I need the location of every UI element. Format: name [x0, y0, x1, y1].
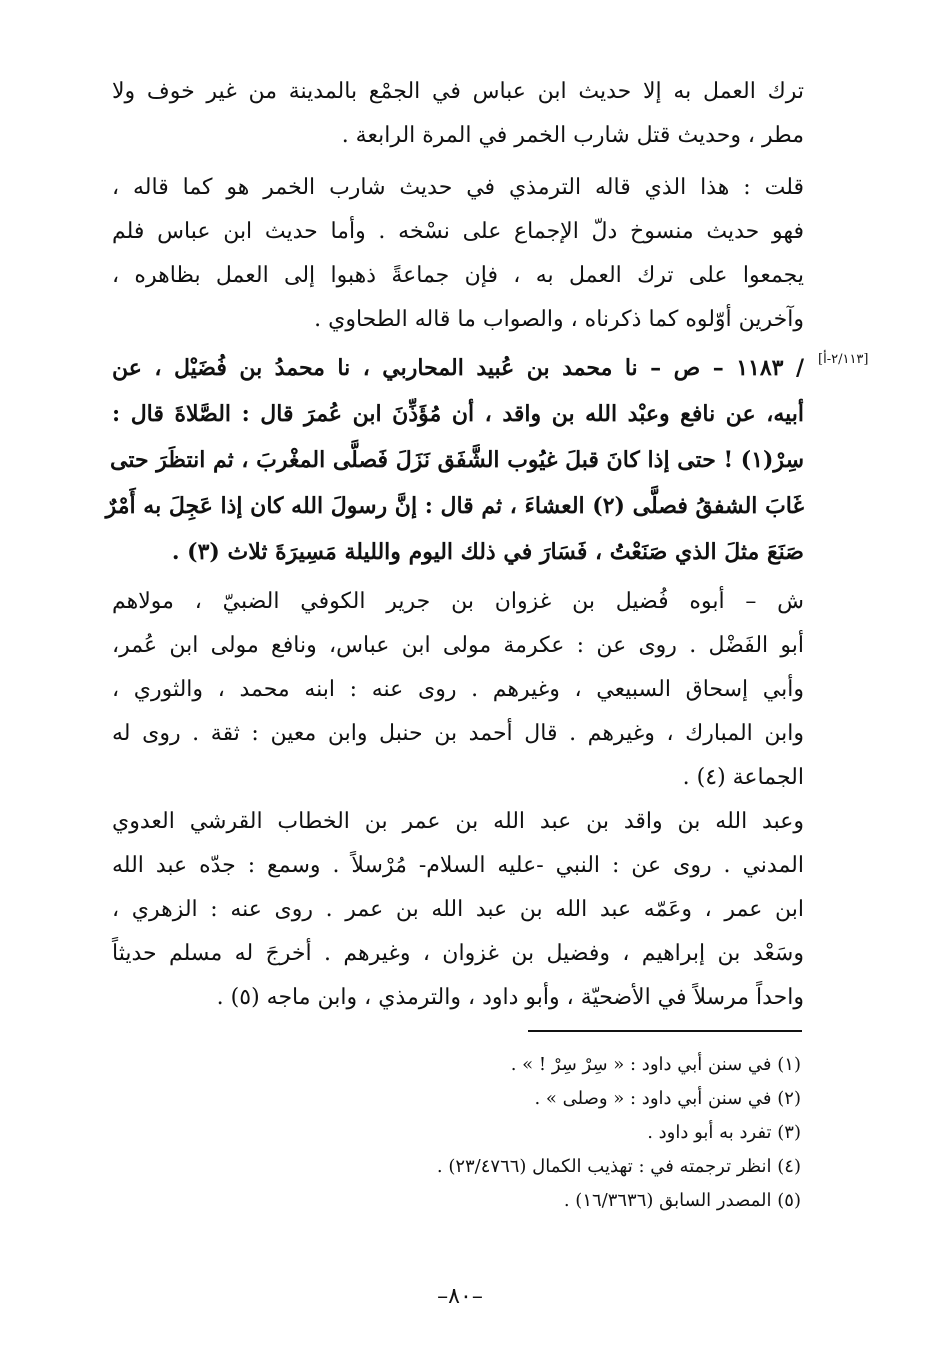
footnote-5: (٥) المصدر السابق (١٦/٣٦٣٦) . — [563, 1190, 801, 1211]
text-line: ابن عمر ، وعَمّه عبد الله بن عبد الله بن عمر . روى عنه : الزهري ، — [112, 897, 804, 922]
text-line: وابن المبارك ، وغيرهم . قال أحمد بن حنبل وابن معين : ثقة . روى له — [112, 721, 804, 746]
footnote-3: (٣) تفرد به أبو داود . — [647, 1122, 801, 1143]
text-line: فهو حديث منسوخ دلّ الإجماع على نسْخه . وأما حديث ابن عباس فلم — [112, 219, 804, 244]
text-line: أبو الفَضْل . روى عن : عكرمة مولى ابن عباس، ونافع مولى ابن عُمر، — [112, 633, 804, 658]
text-line: / ١١٨٣ – ص – نا محمد بن عُبيد المحاربي ، نا محمدُ بن فُضَيْل ، عن — [112, 355, 805, 381]
text-line: قلت : هذا الذي قاله الترمذي في حديث شارب الخمر هو كما قاله ، — [112, 175, 804, 200]
text-line: ش – أبوه فُضيل بن غزوان بن جرير الكوفي الضبيّ ، مولاهم — [112, 589, 804, 614]
page-number: –٨٠– — [437, 1284, 483, 1309]
footnote-separator — [528, 1030, 802, 1032]
text-line: يجمعوا على ترك العمل به ، فإن جماعةً ذهبوا إلى العمل بظاهره ، — [112, 263, 804, 288]
footnote-2: (٢) في سنن أبي داود : « وصلى » . — [534, 1088, 801, 1109]
margin-reference: [٢/١١٣-أ] — [818, 352, 869, 367]
text-line: وآخرين أوّلوه كما ذكرناه ، والصواب ما قاله الطحاوي . — [314, 307, 804, 332]
text-line: وعبد الله بن واقد بن عبد الله بن عمر بن الخطاب القرشي العدوي — [112, 809, 804, 834]
text-line: المدني . روى عن : النبي -عليه السلام- مُرْسلاً . وسمع : جدّه عبد الله — [112, 853, 804, 878]
text-line: الجماعة (٤) . — [682, 765, 804, 790]
text-line: غَابَ الشفقُ فصلَّى (٢) العشاءَ ، ثم قال : إنَّ رسولَ الله كان إذا عَجِلَ به أَمْرٌ — [105, 493, 804, 519]
text-line: وسَعْد بن إبراهيم ، وفضيل بن غزوان ، وغيرهم . أخرجَ له مسلم حديثاً — [112, 941, 804, 966]
text-line: سِرْ(١) ! حتى إذا كانَ قبلَ غيُوب الشَّفَق نَزَلَ فَصلَّى المغْربَ ، ثم انتظَرَ حتى — [110, 447, 804, 473]
text-line: مطر ، وحديث قتل شارب الخمر في المرة الرابعة . — [341, 123, 804, 148]
text-line: ترك العمل به إلا حديث ابن عباس في الجمْع بالمدينة من غير خوف ولا — [112, 79, 804, 104]
text-line: أبيه، عن نافع وعبْد الله بن واقد ، أن مُؤَذِّنَ ابن عُمرَ قال : الصَّلاةَ قال : — [112, 401, 804, 427]
footnote-4: (٤) انظر ترجمته في : تهذيب الكمال (٢٣/٤٧٦٦) . — [436, 1156, 801, 1177]
text-line: صَنَعَ مثلَ الذي صَنَعْتُ ، فَسَارَ في ذلك اليوم والليلة مَسِيرَةَ ثلاث (٣) . — [171, 539, 804, 565]
footnote-1: (١) في سنن أبي داود : « سِرْ سِرْ ! » . — [510, 1054, 801, 1075]
text-line: وأبي إسحاق السبيعي ، وغيرهم . روى عنه : ابنه محمد ، والثوري ، — [112, 677, 804, 702]
text-line: واحداً مرسلاً في الأضحيّة ، وأبو داود ، والترمذي ، وابن ماجه (٥) . — [216, 985, 804, 1010]
